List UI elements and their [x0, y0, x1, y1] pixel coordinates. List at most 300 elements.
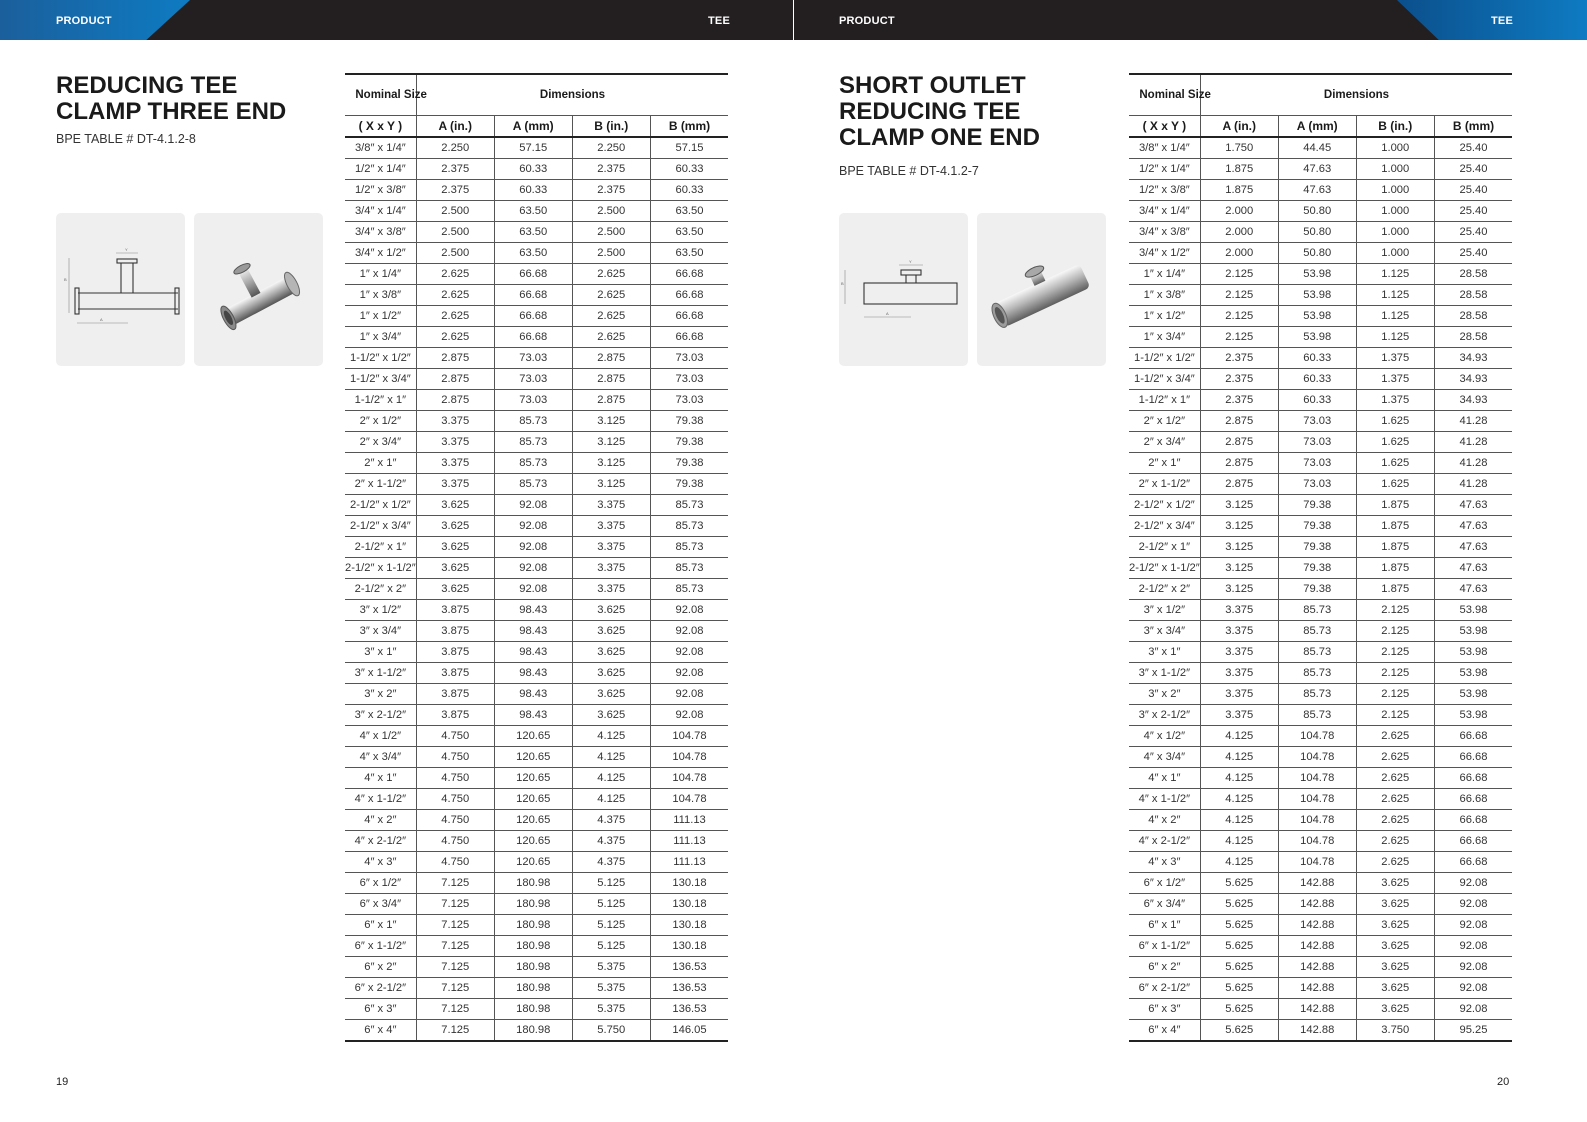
value-cell: 4.750 — [416, 831, 494, 852]
value-cell: 5.625 — [1200, 873, 1278, 894]
table-row — [1129, 600, 1512, 621]
table-row — [1129, 999, 1512, 1020]
dimensions-table — [1129, 73, 1512, 1042]
value-cell: 66.68 — [1434, 789, 1512, 810]
value-cell: 3.625 — [1356, 999, 1434, 1020]
value-cell: 60.33 — [1278, 369, 1356, 390]
value-cell: 5.625 — [1200, 894, 1278, 915]
value-cell: 142.88 — [1278, 894, 1356, 915]
value-cell: 1.000 — [1356, 159, 1434, 180]
table-row — [1129, 222, 1512, 243]
value-cell: 180.98 — [494, 957, 572, 978]
size-cell: 3/8″ x 1/4″ — [345, 137, 416, 159]
size-cell: 1″ x 3/8″ — [1129, 285, 1200, 306]
value-cell: 1.000 — [1356, 243, 1434, 264]
value-cell: 28.58 — [1434, 306, 1512, 327]
value-cell: 5.375 — [572, 957, 650, 978]
size-cell: 1″ x 1/4″ — [345, 264, 416, 285]
value-cell: 1.625 — [1356, 432, 1434, 453]
value-cell: 104.78 — [1278, 810, 1356, 831]
value-cell: 92.08 — [650, 705, 728, 726]
size-cell: 2-1/2″ x 3/4″ — [345, 516, 416, 537]
value-cell: 2.375 — [416, 159, 494, 180]
value-cell: 34.93 — [1434, 369, 1512, 390]
table-row — [1129, 768, 1512, 789]
table-row — [1129, 915, 1512, 936]
value-cell: 28.58 — [1434, 285, 1512, 306]
value-cell: 180.98 — [494, 1020, 572, 1042]
value-cell: 85.73 — [650, 558, 728, 579]
value-cell: 66.68 — [650, 264, 728, 285]
value-cell: 120.65 — [494, 852, 572, 873]
value-cell: 25.40 — [1434, 159, 1512, 180]
value-cell: 2.625 — [1356, 726, 1434, 747]
value-cell: 1.750 — [1200, 137, 1278, 159]
value-cell: 3.625 — [416, 558, 494, 579]
size-cell: 6″ x 4″ — [345, 1020, 416, 1042]
size-cell: 2-1/2″ x 1-1/2″ — [1129, 558, 1200, 579]
table-row — [1129, 137, 1512, 159]
table-row — [345, 516, 728, 537]
table-row — [345, 789, 728, 810]
size-cell: 3″ x 2″ — [1129, 684, 1200, 705]
value-cell: 1.875 — [1356, 579, 1434, 600]
size-cell: 1/2″ x 1/4″ — [345, 159, 416, 180]
value-cell: 2.625 — [1356, 852, 1434, 873]
table-row — [345, 999, 728, 1020]
value-cell: 98.43 — [494, 600, 572, 621]
value-cell: 79.38 — [1278, 579, 1356, 600]
header-category-label: TEE — [1491, 15, 1513, 27]
size-cell: 2-1/2″ x 2″ — [345, 579, 416, 600]
value-cell: 79.38 — [650, 453, 728, 474]
size-cell: 1-1/2″ x 1″ — [345, 390, 416, 411]
value-cell: 4.750 — [416, 768, 494, 789]
value-cell: 73.03 — [1278, 453, 1356, 474]
value-cell: 73.03 — [650, 369, 728, 390]
value-cell: 34.93 — [1434, 390, 1512, 411]
value-cell: 2.875 — [1200, 474, 1278, 495]
value-cell: 92.08 — [494, 558, 572, 579]
value-cell: 85.73 — [1278, 663, 1356, 684]
table-row — [345, 453, 728, 474]
table-row — [1129, 411, 1512, 432]
size-cell: 3/4″ x 3/8″ — [345, 222, 416, 243]
value-cell: 53.98 — [1278, 306, 1356, 327]
value-cell: 3.125 — [572, 432, 650, 453]
value-cell: 2.125 — [1200, 306, 1278, 327]
value-cell: 50.80 — [1278, 222, 1356, 243]
value-cell: 1.625 — [1356, 411, 1434, 432]
value-cell: 28.58 — [1434, 327, 1512, 348]
size-cell: 4″ x 3″ — [1129, 852, 1200, 873]
table-row — [1129, 474, 1512, 495]
value-cell: 73.03 — [1278, 411, 1356, 432]
value-cell: 120.65 — [494, 831, 572, 852]
table-row — [345, 180, 728, 201]
table-row — [345, 411, 728, 432]
value-cell: 104.78 — [650, 768, 728, 789]
value-cell: 73.03 — [1278, 432, 1356, 453]
size-cell: 1-1/2″ x 1″ — [1129, 390, 1200, 411]
value-cell: 142.88 — [1278, 936, 1356, 957]
table-row — [345, 600, 728, 621]
table-row — [1129, 894, 1512, 915]
value-cell: 4.750 — [416, 852, 494, 873]
value-cell: 60.33 — [1278, 390, 1356, 411]
value-cell: 3.125 — [1200, 579, 1278, 600]
value-cell: 92.08 — [650, 663, 728, 684]
value-cell: 180.98 — [494, 915, 572, 936]
value-cell: 95.25 — [1434, 1020, 1512, 1042]
value-cell: 4.750 — [416, 810, 494, 831]
table-row — [1129, 369, 1512, 390]
size-cell: 1″ x 1/2″ — [345, 306, 416, 327]
value-cell: 130.18 — [650, 873, 728, 894]
value-cell: 2.625 — [416, 285, 494, 306]
value-cell: 4.125 — [1200, 768, 1278, 789]
value-cell: 60.33 — [1278, 348, 1356, 369]
size-cell: 2″ x 3/4″ — [345, 432, 416, 453]
value-cell: 92.08 — [1434, 936, 1512, 957]
size-cell: 4″ x 1/2″ — [1129, 726, 1200, 747]
value-cell: 180.98 — [494, 894, 572, 915]
value-cell: 7.125 — [416, 873, 494, 894]
value-cell: 85.73 — [494, 453, 572, 474]
size-cell: 1-1/2″ x 1/2″ — [345, 348, 416, 369]
value-cell: 60.33 — [494, 180, 572, 201]
size-cell: 6″ x 1-1/2″ — [345, 936, 416, 957]
value-cell: 3.625 — [416, 537, 494, 558]
value-cell: 180.98 — [494, 873, 572, 894]
value-cell: 50.80 — [1278, 201, 1356, 222]
value-cell: 2.625 — [1356, 768, 1434, 789]
value-cell: 73.03 — [494, 390, 572, 411]
value-cell: 2.000 — [1200, 201, 1278, 222]
value-cell: 130.18 — [650, 894, 728, 915]
value-cell: 73.03 — [1278, 474, 1356, 495]
value-cell: 4.125 — [572, 726, 650, 747]
size-cell: 3/4″ x 1/4″ — [345, 201, 416, 222]
value-cell: 136.53 — [650, 978, 728, 999]
value-cell: 5.125 — [572, 915, 650, 936]
value-cell: 5.125 — [572, 894, 650, 915]
value-cell: 92.08 — [1434, 873, 1512, 894]
size-cell: 3/4″ x 1/2″ — [345, 243, 416, 264]
value-cell: 3.625 — [416, 516, 494, 537]
value-cell: 2.375 — [1200, 348, 1278, 369]
value-cell: 3.750 — [1356, 1020, 1434, 1042]
value-cell: 53.98 — [1434, 684, 1512, 705]
size-cell: 6″ x 1″ — [345, 915, 416, 936]
value-cell: 41.28 — [1434, 411, 1512, 432]
value-cell: 104.78 — [650, 726, 728, 747]
size-cell: 4″ x 2″ — [345, 810, 416, 831]
value-cell: 3.875 — [416, 642, 494, 663]
column-header: B (mm) — [650, 116, 728, 138]
value-cell: 3.875 — [416, 600, 494, 621]
value-cell: 73.03 — [494, 348, 572, 369]
size-cell: 1″ x 1/2″ — [1129, 306, 1200, 327]
size-cell: 3″ x 1-1/2″ — [1129, 663, 1200, 684]
table-row — [1129, 789, 1512, 810]
table-row — [345, 348, 728, 369]
value-cell: 3.625 — [1356, 936, 1434, 957]
size-cell: 2″ x 1-1/2″ — [1129, 474, 1200, 495]
page-number: 19 — [56, 1076, 69, 1088]
table-row — [345, 810, 728, 831]
value-cell: 120.65 — [494, 768, 572, 789]
value-cell: 2.500 — [572, 222, 650, 243]
value-cell: 47.63 — [1434, 558, 1512, 579]
dimensions-table — [345, 73, 728, 1042]
value-cell: 2.625 — [1356, 810, 1434, 831]
value-cell: 2.875 — [416, 348, 494, 369]
size-cell: 4″ x 1/2″ — [345, 726, 416, 747]
value-cell: 2.375 — [572, 180, 650, 201]
value-cell: 1.000 — [1356, 180, 1434, 201]
value-cell: 3.875 — [416, 663, 494, 684]
size-cell: 2-1/2″ x 1″ — [1129, 537, 1200, 558]
size-cell: 2-1/2″ x 1″ — [345, 537, 416, 558]
value-cell: 66.68 — [494, 285, 572, 306]
column-header: B (mm) — [1434, 116, 1512, 138]
value-cell: 60.33 — [650, 159, 728, 180]
value-cell: 3.625 — [572, 663, 650, 684]
value-cell: 2.875 — [1200, 453, 1278, 474]
value-cell: 1.625 — [1356, 453, 1434, 474]
table-row — [1129, 306, 1512, 327]
table-row — [1129, 1020, 1512, 1042]
size-cell: 4″ x 1″ — [345, 768, 416, 789]
size-cell: 6″ x 1/2″ — [345, 873, 416, 894]
value-cell: 142.88 — [1278, 873, 1356, 894]
value-cell: 142.88 — [1278, 915, 1356, 936]
nominal-size-header: Nominal Size — [1129, 74, 1200, 116]
size-cell: 2-1/2″ x 1-1/2″ — [345, 558, 416, 579]
table-row — [345, 894, 728, 915]
size-cell: 3″ x 1″ — [1129, 642, 1200, 663]
size-cell: 1/2″ x 3/8″ — [345, 180, 416, 201]
table-row — [1129, 873, 1512, 894]
dimensions-header: Dimensions — [1200, 74, 1512, 116]
value-cell: 3.375 — [1200, 684, 1278, 705]
dimensions-header: Dimensions — [416, 74, 728, 116]
value-cell: 3.875 — [416, 621, 494, 642]
value-cell: 79.38 — [1278, 537, 1356, 558]
value-cell: 120.65 — [494, 810, 572, 831]
value-cell: 2.875 — [572, 348, 650, 369]
size-cell: 3/4″ x 3/8″ — [1129, 222, 1200, 243]
size-cell: 2″ x 1/2″ — [345, 411, 416, 432]
value-cell: 63.50 — [650, 222, 728, 243]
value-cell: 2.125 — [1356, 663, 1434, 684]
value-cell: 2.000 — [1200, 222, 1278, 243]
value-cell: 3.625 — [1356, 894, 1434, 915]
value-cell: 142.88 — [1278, 957, 1356, 978]
table-row — [345, 705, 728, 726]
value-cell: 111.13 — [650, 831, 728, 852]
value-cell: 2.625 — [1356, 747, 1434, 768]
short-outlet-tee-drawing-icon — [839, 213, 968, 366]
table-row — [1129, 978, 1512, 999]
value-cell: 92.08 — [650, 621, 728, 642]
value-cell: 79.38 — [650, 474, 728, 495]
value-cell: 63.50 — [494, 201, 572, 222]
size-cell: 1″ x 1/4″ — [1129, 264, 1200, 285]
value-cell: 3.625 — [572, 684, 650, 705]
value-cell: 2.125 — [1200, 285, 1278, 306]
table-row — [345, 936, 728, 957]
header-section-label: PRODUCT — [839, 15, 895, 27]
table-row — [345, 285, 728, 306]
table-row — [345, 621, 728, 642]
value-cell: 98.43 — [494, 684, 572, 705]
value-cell: 53.98 — [1278, 285, 1356, 306]
value-cell: 98.43 — [494, 621, 572, 642]
value-cell: 66.68 — [1434, 726, 1512, 747]
table-row — [345, 159, 728, 180]
size-cell: 2-1/2″ x 3/4″ — [1129, 516, 1200, 537]
value-cell: 92.08 — [1434, 978, 1512, 999]
left-page — [0, 0, 793, 1122]
size-cell: 1″ x 3/8″ — [345, 285, 416, 306]
value-cell: 2.625 — [572, 327, 650, 348]
size-cell: 3″ x 2″ — [345, 684, 416, 705]
value-cell: 3.125 — [1200, 558, 1278, 579]
value-cell: 85.73 — [494, 411, 572, 432]
value-cell: 3.375 — [416, 411, 494, 432]
table-row — [1129, 264, 1512, 285]
value-cell: 85.73 — [650, 579, 728, 600]
svg-text:Y: Y — [125, 247, 128, 252]
value-cell: 2.875 — [1200, 411, 1278, 432]
value-cell: 4.375 — [572, 852, 650, 873]
value-cell: 1.375 — [1356, 390, 1434, 411]
value-cell: 2.625 — [1356, 831, 1434, 852]
value-cell: 3.375 — [416, 453, 494, 474]
value-cell: 34.93 — [1434, 348, 1512, 369]
column-header: A (in.) — [416, 116, 494, 138]
bpe-table-label: BPE TABLE # DT-4.1.2-8 — [56, 132, 196, 146]
value-cell: 3.625 — [572, 642, 650, 663]
value-cell: 5.375 — [572, 978, 650, 999]
value-cell: 5.375 — [572, 999, 650, 1020]
value-cell: 25.40 — [1434, 201, 1512, 222]
size-cell: 2″ x 3/4″ — [1129, 432, 1200, 453]
table-row — [345, 1020, 728, 1042]
value-cell: 7.125 — [416, 936, 494, 957]
value-cell: 2.500 — [416, 201, 494, 222]
value-cell: 4.125 — [1200, 810, 1278, 831]
svg-text:A: A — [886, 311, 889, 316]
value-cell: 4.125 — [572, 768, 650, 789]
value-cell: 2.250 — [572, 137, 650, 159]
value-cell: 2.125 — [1200, 327, 1278, 348]
column-header: ( X x Y ) — [1129, 116, 1200, 138]
value-cell: 66.68 — [494, 264, 572, 285]
value-cell: 5.625 — [1200, 978, 1278, 999]
value-cell: 3.375 — [1200, 621, 1278, 642]
value-cell: 63.50 — [650, 243, 728, 264]
value-cell: 47.63 — [1278, 159, 1356, 180]
value-cell: 104.78 — [1278, 747, 1356, 768]
table-row — [1129, 747, 1512, 768]
value-cell: 66.68 — [1434, 852, 1512, 873]
value-cell: 25.40 — [1434, 222, 1512, 243]
value-cell: 92.08 — [1434, 957, 1512, 978]
column-header: A (mm) — [494, 116, 572, 138]
value-cell: 130.18 — [650, 936, 728, 957]
value-cell: 53.98 — [1434, 600, 1512, 621]
size-cell: 6″ x 2-1/2″ — [345, 978, 416, 999]
value-cell: 41.28 — [1434, 432, 1512, 453]
value-cell: 3.875 — [416, 684, 494, 705]
value-cell: 85.73 — [650, 495, 728, 516]
value-cell: 25.40 — [1434, 137, 1512, 159]
value-cell: 7.125 — [416, 894, 494, 915]
size-cell: 6″ x 2″ — [1129, 957, 1200, 978]
value-cell: 3.125 — [572, 411, 650, 432]
value-cell: 92.08 — [494, 495, 572, 516]
size-cell: 1-1/2″ x 1/2″ — [1129, 348, 1200, 369]
value-cell: 44.45 — [1278, 137, 1356, 159]
header-category-label: TEE — [708, 15, 730, 27]
value-cell: 1.375 — [1356, 348, 1434, 369]
size-cell: 4″ x 2-1/2″ — [1129, 831, 1200, 852]
value-cell: 28.58 — [1434, 264, 1512, 285]
value-cell: 3.375 — [572, 558, 650, 579]
table-row — [345, 201, 728, 222]
size-cell: 3/4″ x 1/4″ — [1129, 201, 1200, 222]
value-cell: 2.625 — [572, 264, 650, 285]
value-cell: 3.375 — [1200, 663, 1278, 684]
size-cell: 2″ x 1/2″ — [1129, 411, 1200, 432]
value-cell: 3.625 — [1356, 915, 1434, 936]
value-cell: 92.08 — [1434, 915, 1512, 936]
size-cell: 1/2″ x 3/8″ — [1129, 180, 1200, 201]
value-cell: 104.78 — [1278, 831, 1356, 852]
value-cell: 5.750 — [572, 1020, 650, 1042]
table-row — [345, 747, 728, 768]
value-cell: 3.125 — [1200, 495, 1278, 516]
value-cell: 73.03 — [494, 369, 572, 390]
table-row — [1129, 852, 1512, 873]
table-row — [345, 663, 728, 684]
value-cell: 92.08 — [494, 579, 572, 600]
size-cell: 4″ x 2-1/2″ — [345, 831, 416, 852]
size-cell: 6″ x 1/2″ — [1129, 873, 1200, 894]
page-header — [794, 0, 1587, 40]
column-header: ( X x Y ) — [345, 116, 416, 138]
table-row — [1129, 936, 1512, 957]
value-cell: 79.38 — [650, 432, 728, 453]
svg-text:A: A — [100, 317, 103, 322]
value-cell: 53.98 — [1434, 621, 1512, 642]
value-cell: 1.125 — [1356, 327, 1434, 348]
value-cell: 4.125 — [1200, 852, 1278, 873]
size-cell: 6″ x 4″ — [1129, 1020, 1200, 1042]
size-cell: 3/8″ x 1/4″ — [1129, 137, 1200, 159]
value-cell: 3.125 — [1200, 537, 1278, 558]
size-cell: 6″ x 1″ — [1129, 915, 1200, 936]
value-cell: 60.33 — [494, 159, 572, 180]
table-row — [345, 474, 728, 495]
table-row — [345, 831, 728, 852]
table-row — [1129, 348, 1512, 369]
value-cell: 2.125 — [1356, 642, 1434, 663]
value-cell: 2.125 — [1356, 684, 1434, 705]
